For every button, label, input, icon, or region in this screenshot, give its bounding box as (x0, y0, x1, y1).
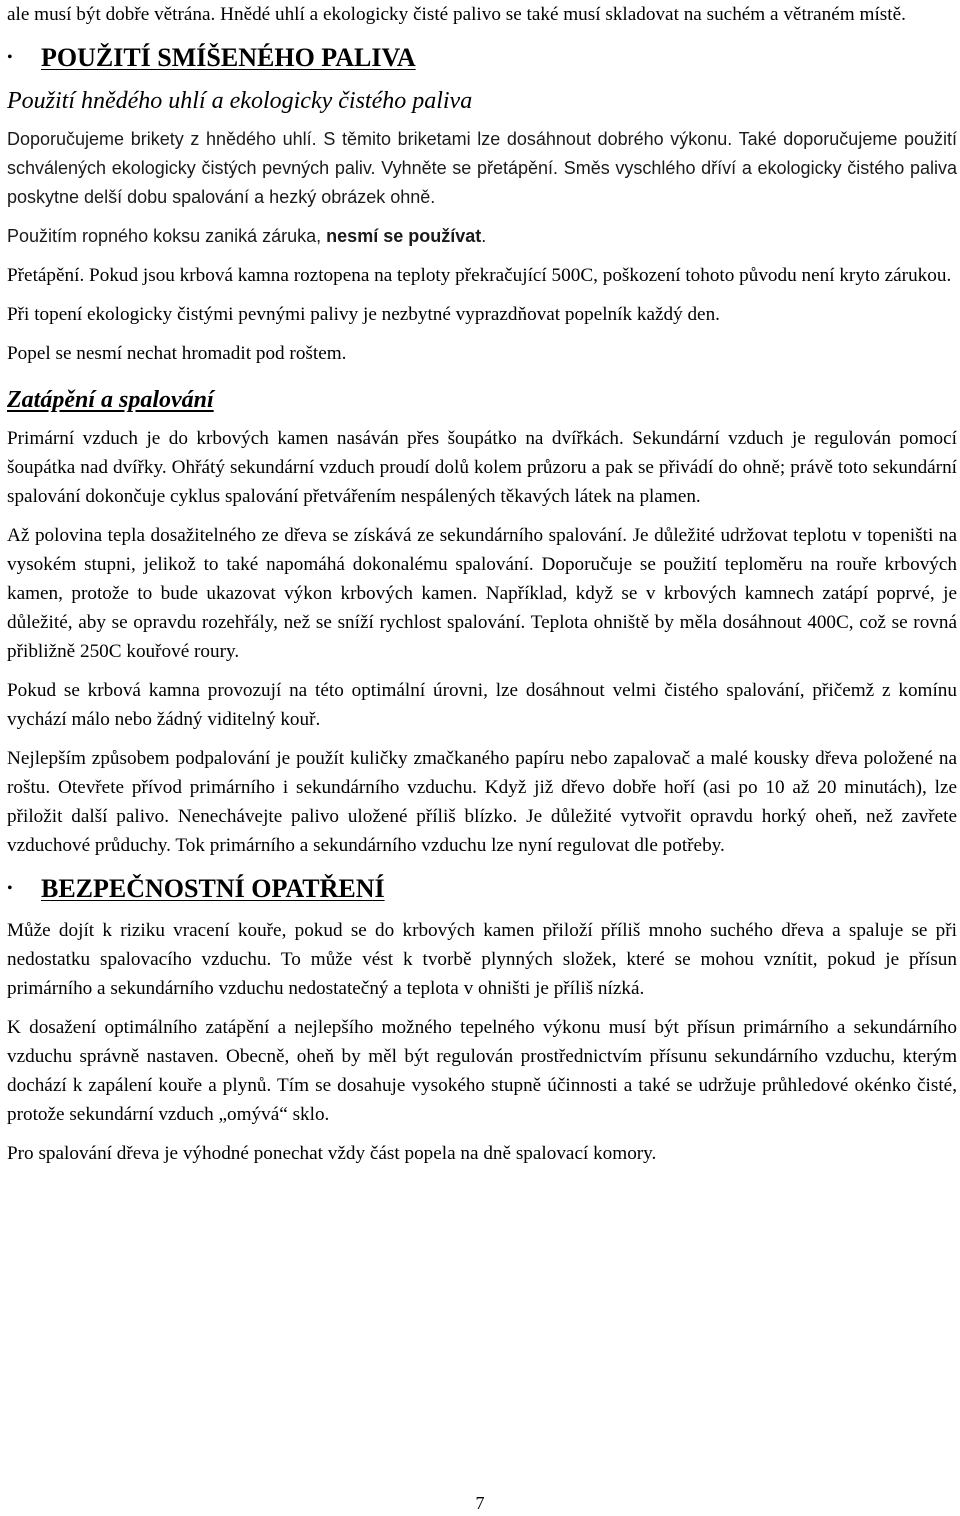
petcoke-paragraph: Použitím ropného koksu zaniká záruka, nesmí se používat. (7, 226, 487, 246)
overheating-paragraph: Přetápění. Pokud jsou krbová kamna roztopena na teploty překračující 500C, poškození tohoto původu není kryto zárukou. (7, 265, 952, 286)
bullet-icon: • (7, 880, 13, 897)
bullet-icon: • (7, 49, 13, 66)
subheading-lighting-burning: Zatápění a spalování (7, 387, 214, 413)
page-content (7, 0, 957, 1178)
section-title: BEZPEČNOSTNÍ OPATŘENÍ (41, 874, 385, 903)
ash-layer-paragraph: Pro spalování dřeva je výhodné ponechat vždy část popela na dně spalovací komory. (7, 1143, 657, 1164)
page-number: 7 (475, 1493, 485, 1513)
primary-air-paragraph: Primární vzduch je do krbových kamen nasáván přes šoupátko na dvířkách. Sekundární vzduch je regulován pomocí šoupátka nad dvířky. Ohřátý sekundární vzduch proudí dolů kolem průzoru a pak se přivádí do ohně; právě toto sekundární spalování dokončuje cyklus spalování přetvářením nespálených těkavých látek na plamen. (7, 428, 957, 507)
fuel-paragraph: Doporučujeme brikety z hnědého uhlí. S těmito briketami lze dosáhnout dobrého výkonu. Také doporučujeme použití schválených ekologicky čistých pevných paliv. Vyhněte se přetápění. Směs vyschlého dříví a ekologicky čistého paliva poskytne delší dobu spalování a hezký obrázek ohně. (7, 129, 957, 207)
section-heading-safety (7, 872, 957, 906)
air-supply-paragraph: K dosažení optimálního zatápění a nejlepšího možného tepelného výkonu musí být přísun primárního a sekundárního vzduchu správně nastaven. Obecně, oheň by měl být regulován prostřednictvím přísunu sekundárního vzduchu, kterým dochází k zapálení kouře a plynů. Tím se dosahuje vysokého stupně účinnosti a také se udržuje průhledové okénko čisté, protože sekundární vzduch „omývá“ sklo. (7, 1017, 957, 1125)
subheading-fuel-use: Použití hnědého uhlí a ekologicky čistého paliva (7, 88, 473, 114)
section-title: POUŽITÍ SMÍŠENÉHO PALIVA (41, 43, 416, 72)
ashpan-paragraph: Při topení ekologicky čistými pevnými palivy je nezbytné vyprazdňovat popelník každý den. (7, 304, 720, 325)
smoke-risk-paragraph: Může dojít k riziku vracení kouře, pokud se do krbových kamen přiloží příliš mnoho suchého dřeva a spaluje se při nedostatku spalovacího vzduchu. To může vést k tvorbě plynných složek, které se mohou vznítit, pokud je přísun primárního a sekundárního vzduchu nedostatečný a teplota v ohništi je příliš nízká. (7, 920, 957, 999)
intro-paragraph: ale musí být dobře větrána. Hnědé uhlí a ekologicky čisté palivo se také musí skladovat na suchém a větraném místě. (7, 4, 906, 25)
secondary-combustion-paragraph: Až polovina tepla dosažitelného ze dřeva se získává ze sekundárního spalování. Je důležité udržovat teplotu v topeništi na vysokém stupni, jelikož to také napomáhá dokonalému spalování. Doporučuje se použití teploměru na rouře krbových kamen, protože to bude ukazovat výkon krbových kamen. Například, když se v krbových kamnech zatápí poprvé, je důležité, aby se opravdu rozehřály, než se sníží rychlost spalování. Teplota ohniště by měla dosáhnout 400C, což se rovná přibližně 250C kouřové roury. (7, 525, 957, 662)
ash-paragraph: Popel se nesmí nechat hromadit pod roštem. (7, 343, 347, 364)
kindling-paragraph: Nejlepším způsobem podpalování je použít kuličky zmačkaného papíru nebo zapalovač a malé kousky dřeva položené na roštu. Otevřete přívod primárního i sekundárního vzduchu. Když již dřevo dobře hoří (asi po 10 až 20 minutách), lze přiložit další palivo. Nenechávejte palivo uložené příliš blízko. Je důležité vytvořit opravdu horký oheň, než zavřete vzduchové průduchy. Tok primárního a sekundárního vzduchu lze nyní regulovat dle potřeby. (7, 748, 957, 856)
section-heading-mixed-fuel (7, 41, 957, 75)
optimal-level-paragraph: Pokud se krbová kamna provozují na této optimální úrovni, lze dosáhnout velmi čistého spalování, přičemž z komínu vychází málo nebo žádný viditelný kouř. (7, 680, 957, 730)
